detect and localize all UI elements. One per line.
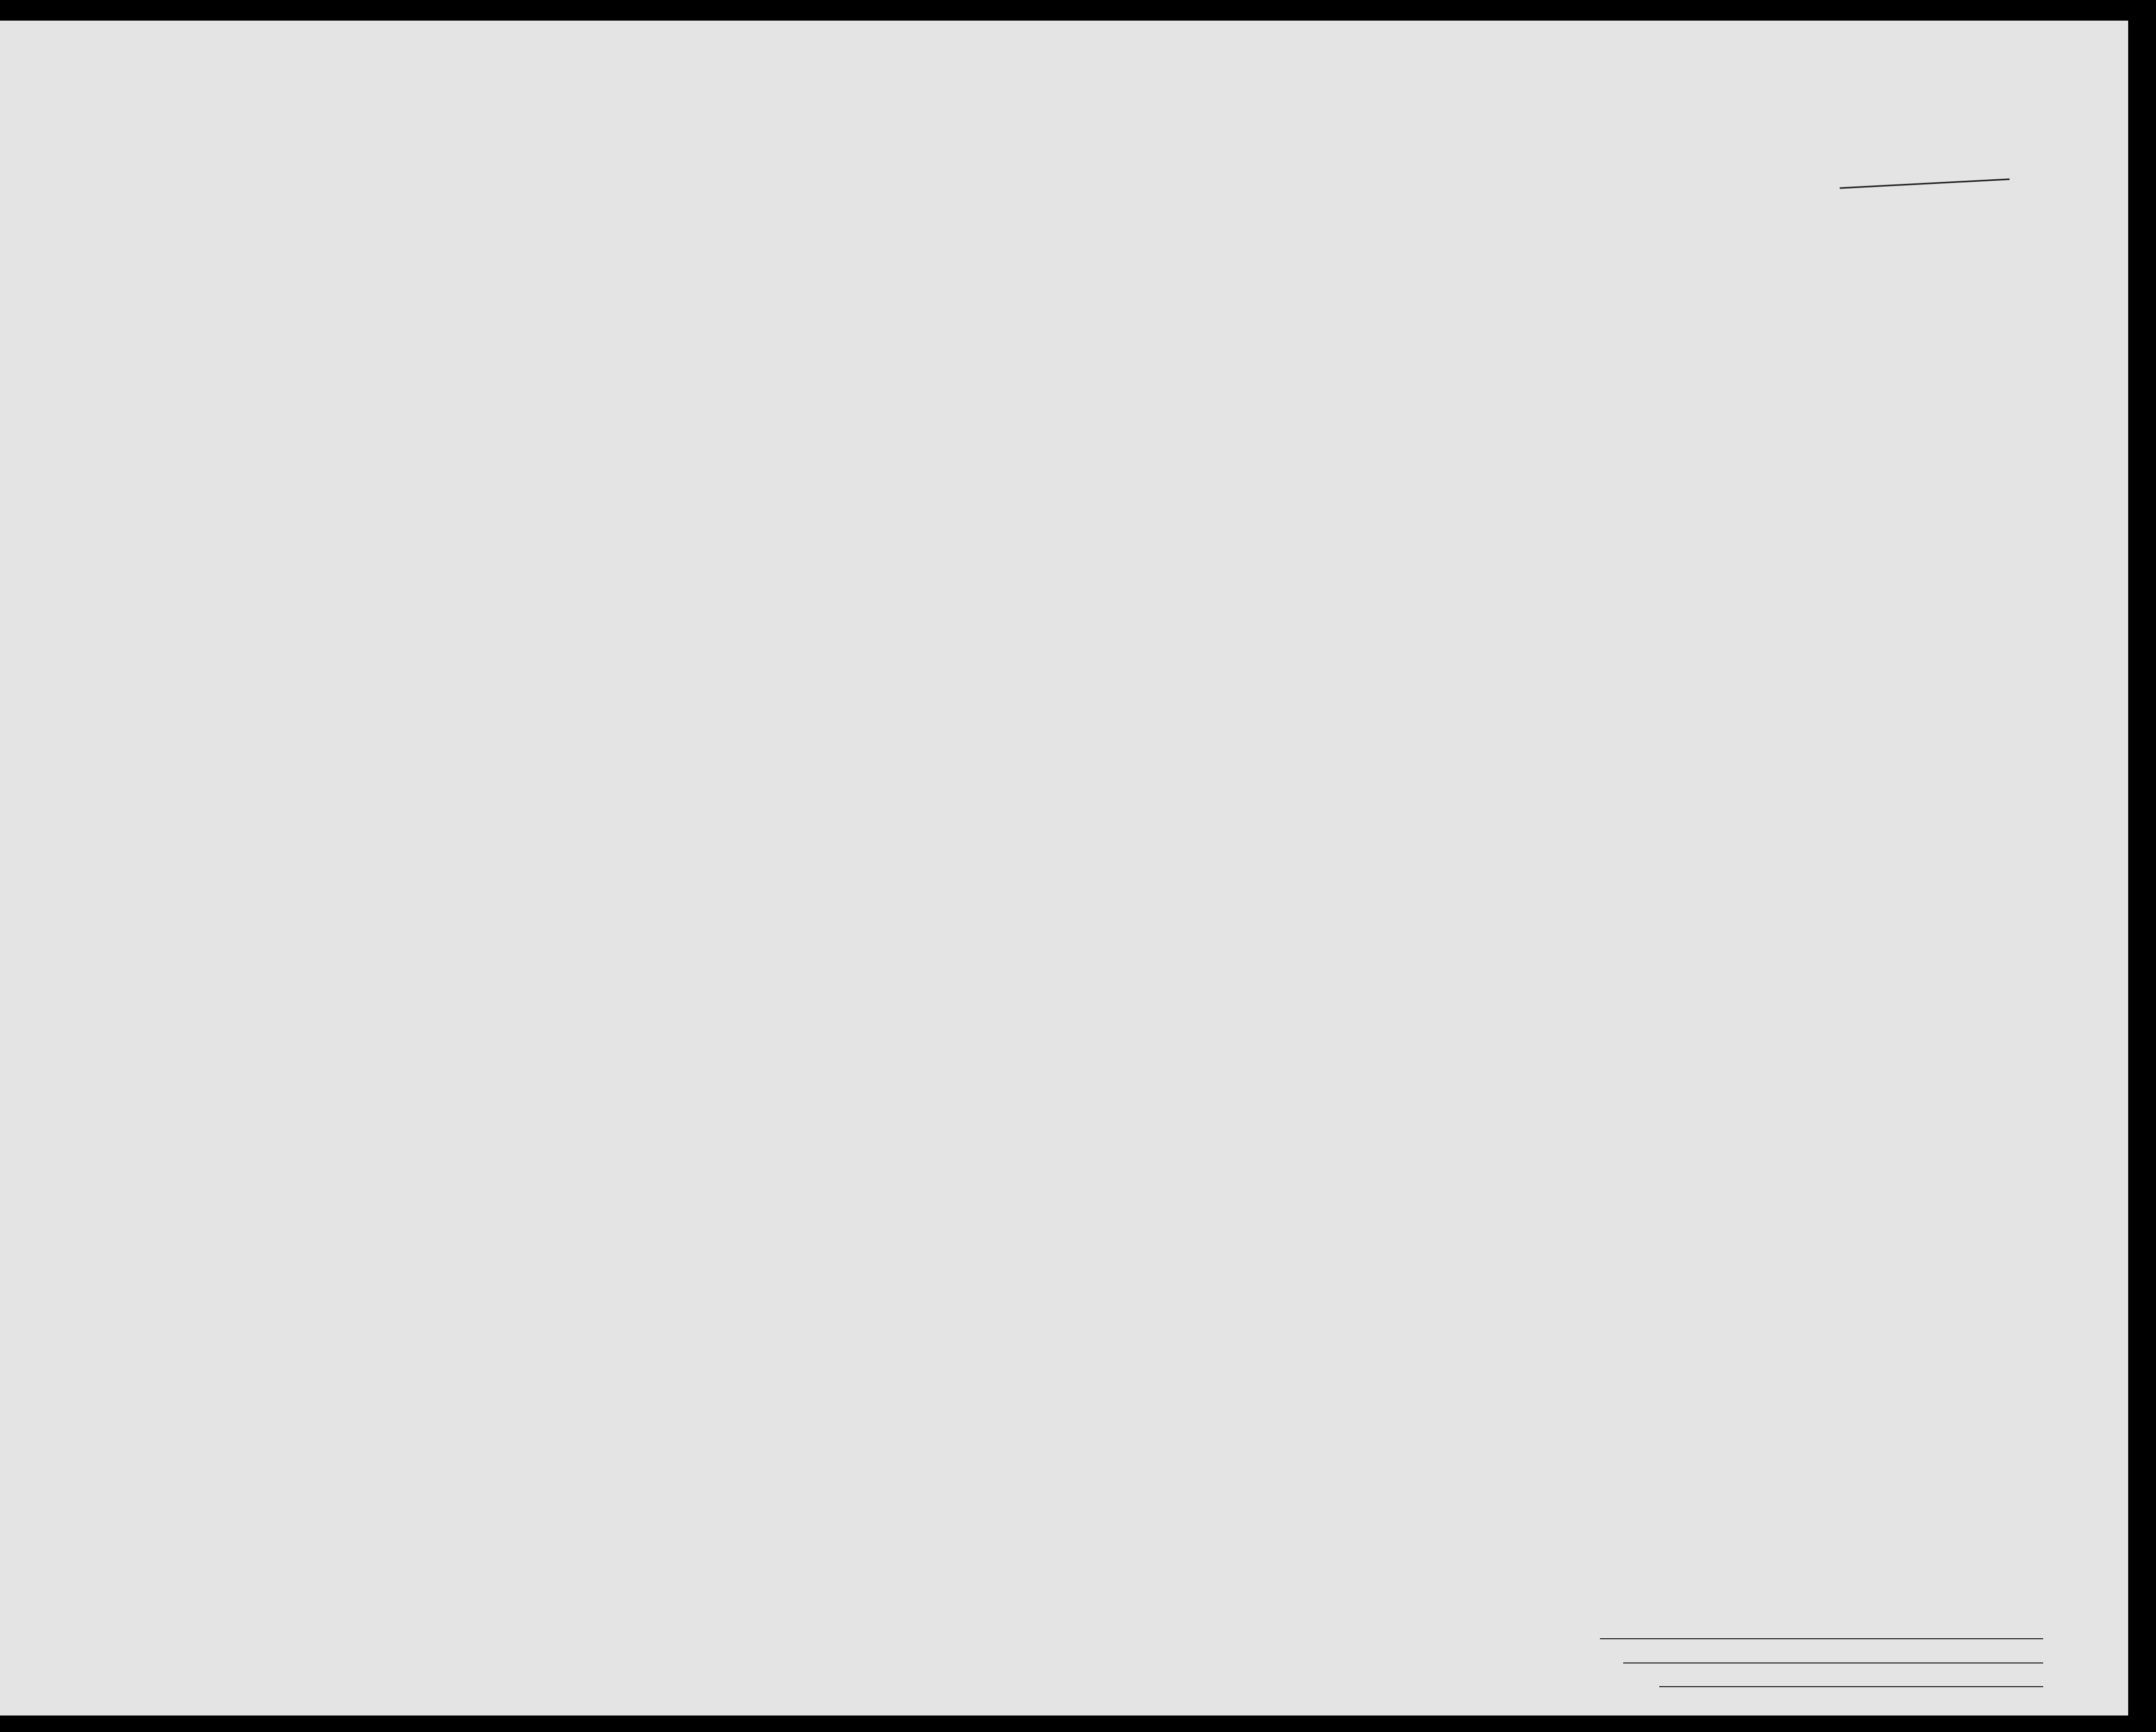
footer-line-rule [1600,1638,2043,1639]
form-grid [0,21,2128,1716]
manifest-sheet [0,21,2128,1716]
footer-owners-rule [1623,1662,2043,1663]
footer-agents-rule [1659,1686,2043,1687]
